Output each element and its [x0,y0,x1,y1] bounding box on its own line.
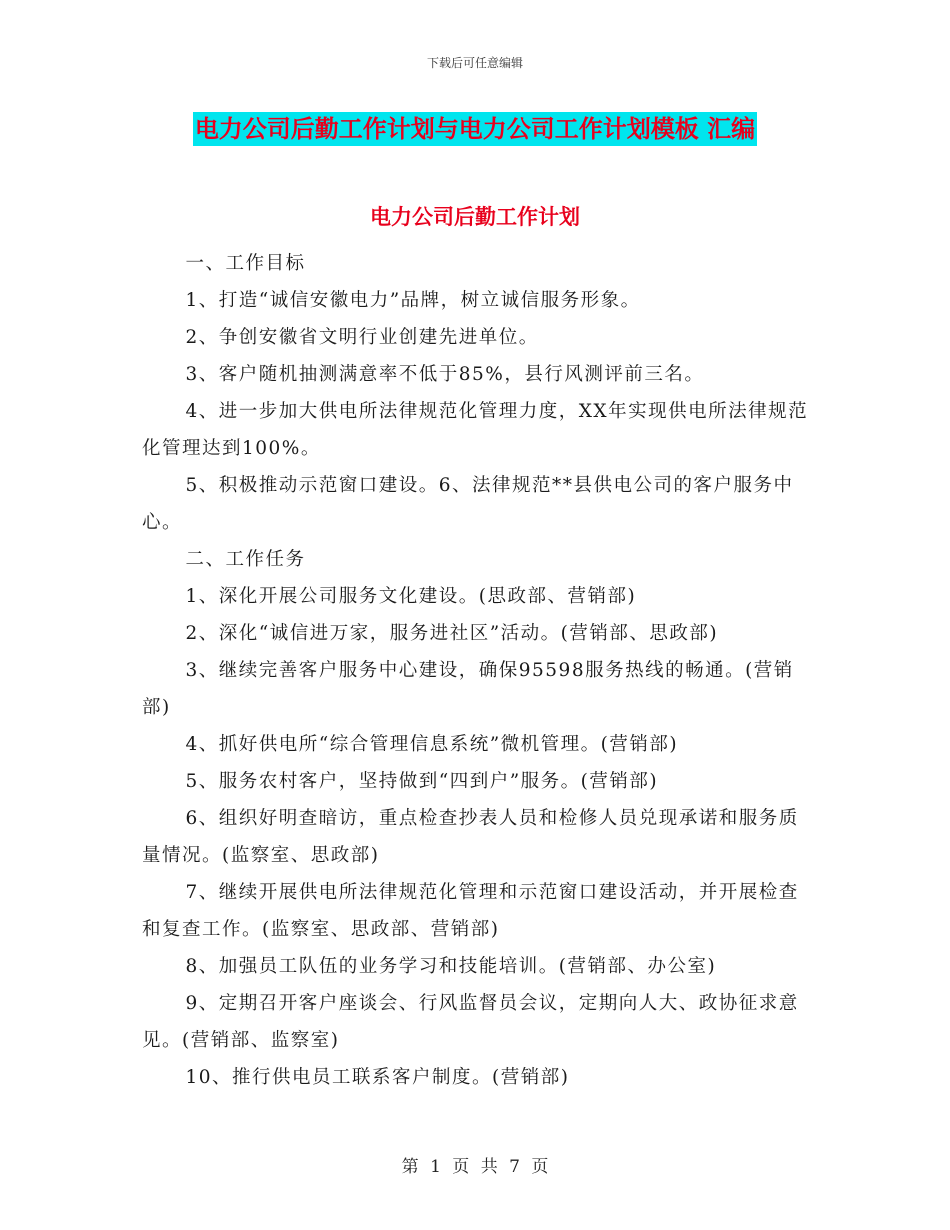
paragraph: 3、客户随机抽测满意率不低于85%，县行风测评前三名。 [185,364,705,385]
paragraph: 6、组织好明查暗访，重点检查抄表人员和检修人员兑现承诺和服务质量情况。(监察室、思政部) [142,808,799,866]
paragraph: 5、服务农村客户，坚持做到“四到户”服务。(营销部) [185,771,659,792]
paragraph: 8、加强员工队伍的业务学习和技能培训。(营销部、办公室) [185,956,717,977]
paragraph: 9、定期召开客户座谈会、行风监督员会议，定期向人大、政协征求意见。(营销部、监察室) [142,993,799,1051]
paragraph: 10、推行供电员工联系客户制度。(营销部) [185,1067,570,1088]
paragraph: 2、深化“诚信进万家，服务进社区”活动。(营销部、思政部) [185,623,719,644]
paragraph: 4、抓好供电所“综合管理信息系统”微机管理。(营销部) [185,734,679,755]
document-title: 电力公司后勤工作计划与电力公司工作计划模板 汇编 [193,112,757,146]
document-body [142,245,812,1096]
page-number-footer: 第 1 页 共 7 页 [401,1157,549,1177]
paragraph: 1、打造“诚信安徽电力”品牌，树立诚信服务形象。 [185,290,641,311]
heading-work-goals: 一、工作目标 [185,253,306,274]
paragraph: 1、深化开展公司服务文化建设。(思政部、营销部) [185,586,637,607]
paragraph: 3、继续完善客户服务中心建设，确保95598服务热线的畅通。(营销部) [142,660,794,718]
page-header-note: 下载后可任意编辑 [426,56,523,70]
paragraph: 7、继续开展供电所法律规范化管理和示范窗口建设活动，并开展检查和复查工作。(监察室、思政部、营销部) [142,882,799,940]
document-title-container [0,112,950,146]
paragraph: 2、争创安徽省文明行业创建先进单位。 [185,327,539,348]
paragraph: 5、积极推动示范窗口建设。6、法律规范**县供电公司的客户服务中心。 [142,475,794,533]
section-title: 电力公司后勤工作计划 [370,204,580,229]
heading-work-tasks: 二、工作任务 [185,549,306,570]
paragraph: 4、进一步加大供电所法律规范化管理力度，XX年实现供电所法律规范化管理达到100%。 [142,401,809,459]
